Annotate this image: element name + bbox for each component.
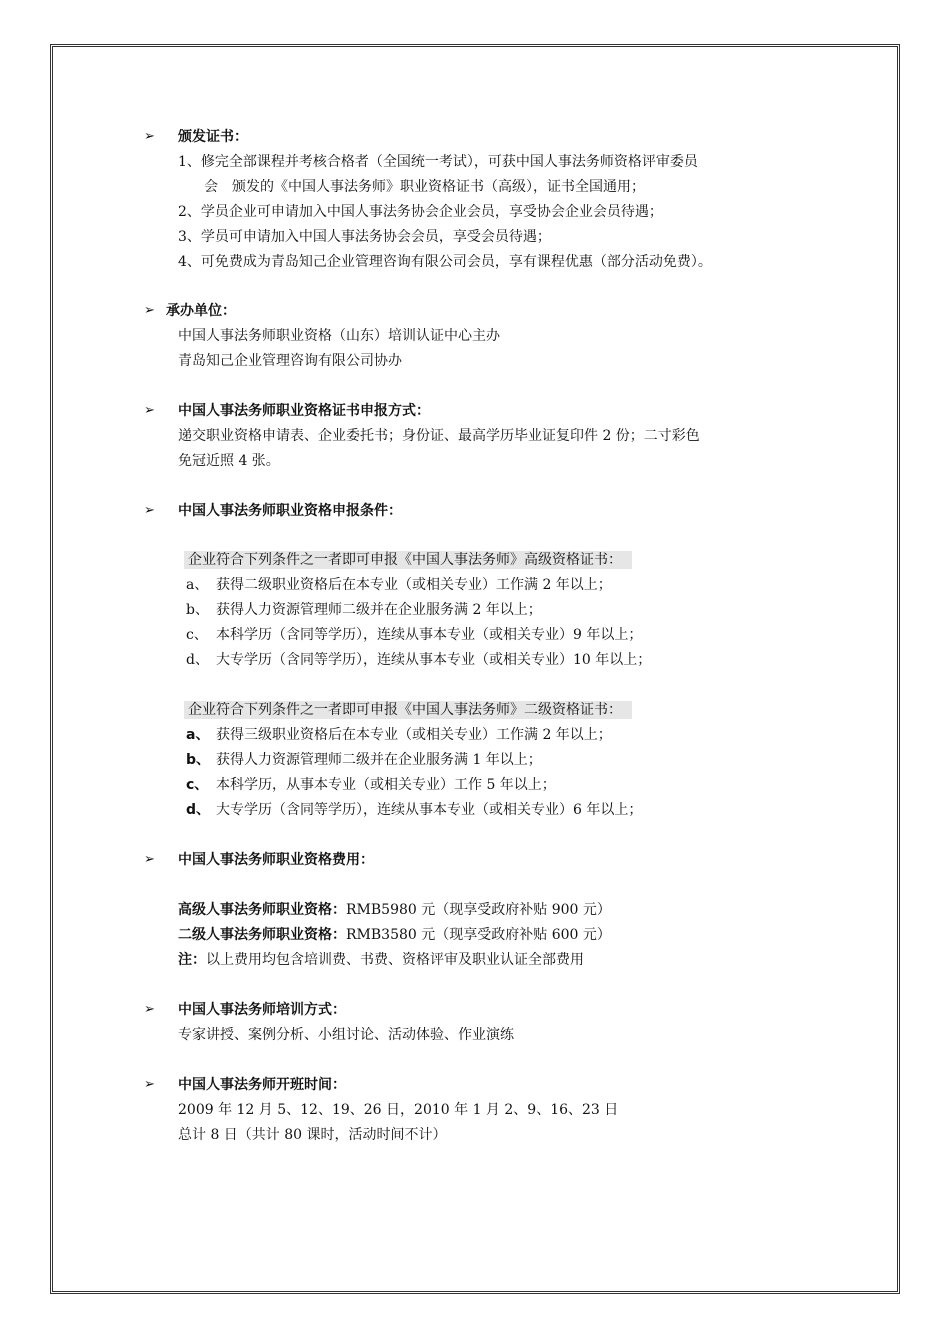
bullet-icon: ➢: [144, 1077, 155, 1092]
bullet-icon: ➢: [144, 129, 155, 144]
bullet-icon: ➢: [144, 852, 155, 867]
bullet-icon: ➢: [144, 503, 155, 518]
org-item: 青岛知己企业管理咨询有限公司协办: [178, 353, 402, 369]
apply-item: 递交职业资格申请表、企业委托书；身份证、最高学历毕业证复印件 2 份；二寸彩色: [178, 428, 700, 444]
cert-item: 会 颁发的《中国人事法务师》职业资格证书（高级），证书全国通用；: [204, 179, 645, 195]
section-heading-training: 中国人事法务师培训方式：: [178, 1002, 346, 1018]
senior-conditions-title: 企业符合下列条件之一者即可申报《中国人事法务师》高级资格证书：: [184, 551, 632, 569]
fee-note: [178, 951, 584, 969]
condition-mark: c、: [186, 777, 209, 793]
section-heading-schedule: 中国人事法务师开班时间：: [178, 1077, 346, 1093]
section-heading-org: 承办单位：: [166, 303, 236, 319]
fee-value: RMB3580 元（现享受政府补贴 600 元）: [346, 927, 611, 943]
condition-mark: b、: [186, 752, 211, 768]
fee-row: [178, 901, 611, 919]
condition-text: 本科学历，从事本专业（或相关专业）工作 5 年以上；: [216, 777, 556, 793]
fee-note-label: 注：: [178, 952, 206, 968]
condition-text: 本科学历（含同等学历），连续从事本专业（或相关专业）9 年以上；: [216, 627, 643, 643]
bullet-icon: ➢: [144, 403, 155, 418]
second-conditions-title: 企业符合下列条件之一者即可申报《中国人事法务师》二级资格证书：: [184, 701, 632, 719]
condition-mark: d、: [186, 802, 211, 818]
schedule-item: 总计 8 日（共计 80 课时，活动时间不计）: [178, 1127, 447, 1143]
condition-text: 获得二级职业资格后在本专业（或相关专业）工作满 2 年以上；: [216, 577, 612, 593]
training-item: 专家讲授、案例分析、小组讨论、活动体验、作业演练: [178, 1027, 514, 1043]
section-heading-fees: 中国人事法务师职业资格费用：: [178, 852, 374, 868]
section-heading-conditions: 中国人事法务师职业资格申报条件：: [178, 503, 402, 519]
fee-label: 二级人事法务师职业资格：: [178, 927, 346, 943]
fee-label: 高级人事法务师职业资格：: [178, 902, 346, 918]
fee-note-text: 以上费用均包含培训费、书费、资格评审及职业认证全部费用: [206, 952, 584, 968]
condition-mark: a、: [186, 727, 210, 743]
cert-item: 1、修完全部课程并考核合格者（全国统一考试），可获中国人事法务师资格评审委员: [178, 154, 698, 170]
cert-item: 2、学员企业可申请加入中国人事法务协会企业会员，享受协会企业会员待遇；: [178, 204, 663, 220]
condition-text: 获得人力资源管理师二级并在企业服务满 2 年以上；: [216, 602, 542, 618]
condition-mark: c、: [186, 627, 208, 643]
condition-text: 大专学历（含同等学历），连续从事本专业（或相关专业）6 年以上；: [216, 802, 643, 818]
bullet-icon: ➢: [144, 303, 155, 318]
schedule-item: 2009 年 12 月 5、12、19、26 日，2010 年 1 月 2、9、16、23 日: [178, 1102, 619, 1118]
bullet-icon: ➢: [144, 1002, 155, 1017]
org-item: 中国人事法务师职业资格（山东）培训认证中心主办: [178, 328, 500, 344]
cert-item: 4、可免费成为青岛知己企业管理咨询有限公司会员，享有课程优惠（部分活动免费）。: [178, 254, 712, 270]
condition-text: 大专学历（含同等学历），连续从事本专业（或相关专业）10 年以上；: [216, 652, 652, 668]
fee-row: [178, 926, 611, 944]
section-heading-cert: 颁发证书：: [178, 129, 248, 145]
condition-text: 获得三级职业资格后在本专业（或相关专业）工作满 2 年以上；: [216, 727, 612, 743]
condition-mark: a、: [186, 577, 209, 593]
apply-item: 免冠近照 4 张。: [178, 453, 280, 469]
condition-mark: d、: [186, 652, 209, 668]
cert-item: 3、学员可申请加入中国人事法务协会会员，享受会员待遇；: [178, 229, 551, 245]
condition-mark: b、: [186, 602, 209, 618]
fee-value: RMB5980 元（现享受政府补贴 900 元）: [346, 902, 611, 918]
section-heading-apply: 中国人事法务师职业资格证书申报方式：: [178, 403, 430, 419]
condition-text: 获得人力资源管理师二级并在企业服务满 1 年以上；: [216, 752, 542, 768]
